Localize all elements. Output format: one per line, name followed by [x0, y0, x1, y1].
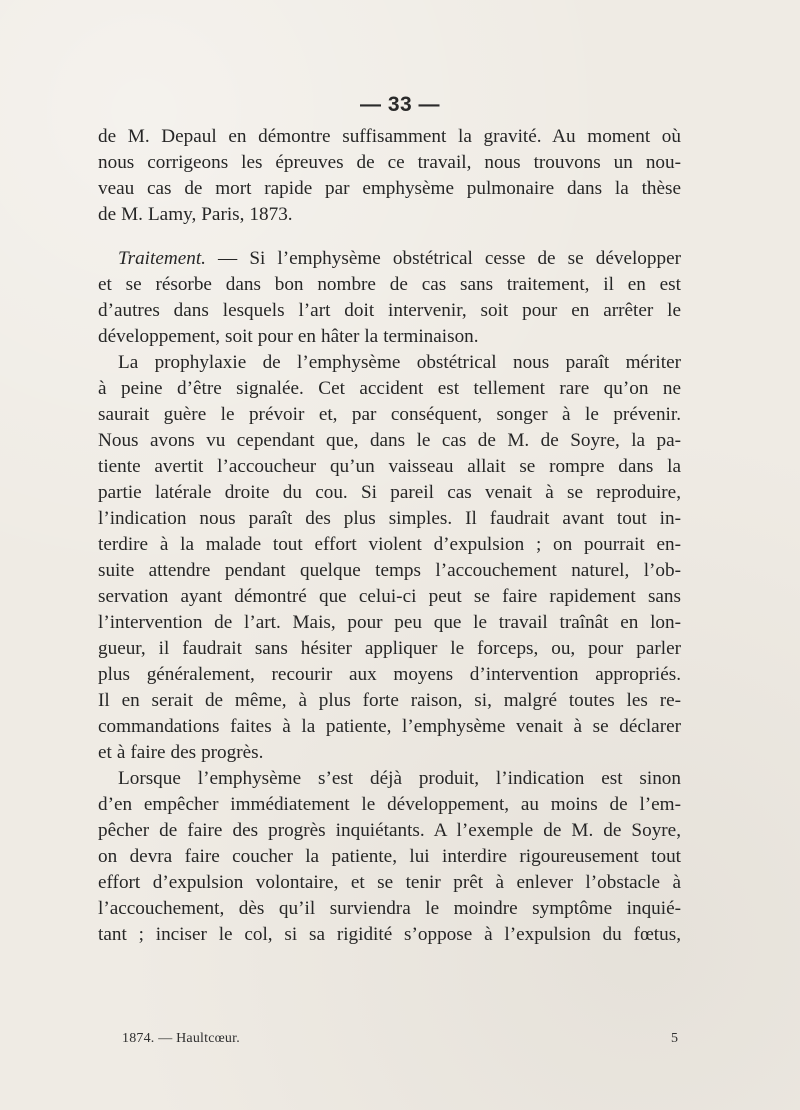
- text-line: développement, soit pour en hâter la terminaison.: [98, 326, 479, 347]
- text-line: nous corrigeons les épreuves de ce travail, nous trouvons un nou-: [98, 152, 681, 173]
- text-line: servation ayant démontré que celui-ci peut se faire rapidement sans: [98, 586, 681, 607]
- text-line-with-heading: [98, 246, 681, 272]
- text-line: Il en serait de même, à plus forte raison, si, malgré toutes les re-: [98, 690, 681, 711]
- body-text: [98, 124, 681, 948]
- text-line: tant ; inciser le col, si sa rigidité s’oppose à l’expulsion du fœtus,: [98, 924, 681, 945]
- paragraph-gap: [98, 228, 681, 246]
- page-number: — 33 —: [359, 93, 441, 116]
- text-line: tiente avertit l’accoucheur qu’un vaisseau allait se rompre dans la: [98, 456, 681, 477]
- text-line: commandations faites à la patiente, l’emphysème venait à se déclarer: [98, 716, 681, 737]
- text-line: d’en empêcher immédiatement le développement, au moins de l’em-: [98, 794, 681, 815]
- paragraph-emphysema-produced: [98, 766, 681, 948]
- text-line: l’intervention de l’art. Mais, pour peu que le travail traînât en lon-: [98, 612, 681, 633]
- paragraph-treatment: [98, 246, 681, 350]
- text-line: à peine d’être signalée. Cet accident est tellement rare qu’on ne: [98, 378, 681, 399]
- text-line: plus généralement, recourir aux moyens d’intervention appropriés.: [98, 664, 681, 685]
- text-line: l’accouchement, dès qu’il surviendra le moindre symptôme inquié-: [98, 898, 681, 919]
- text-line: on devra faire coucher la patiente, lui interdire rigoureusement tout: [98, 846, 681, 867]
- text-line: Lorsque l’emphysème s’est déjà produit, l’indication est sinon: [118, 768, 681, 789]
- text-line: d’autres dans lesquels l’art doit intervenir, soit pour en arrêter le: [98, 300, 681, 321]
- text-line: effort d’expulsion volontaire, et se tenir prêt à enlever l’obstacle à: [98, 872, 681, 893]
- text-line: de M. Depaul en démontre suffisamment la gravité. Au moment où: [98, 126, 681, 147]
- signature-mark: 5: [671, 1031, 678, 1046]
- text-line: Nous avons vu cependant que, dans le cas de M. de Soyre, la pa-: [98, 430, 681, 451]
- text-line: et à faire des progrès.: [98, 742, 264, 763]
- footer-signature: 1874. — Haultcœur.: [122, 1031, 240, 1046]
- text-line: et se résorbe dans bon nombre de cas sans traitement, il en est: [98, 274, 681, 295]
- text-line: suite attendre pendant quelque temps l’accouchement naturel, l’ob-: [98, 560, 681, 581]
- text-line: l’indication nous paraît des plus simples. Il faudrait avant tout in-: [98, 508, 681, 529]
- text-line: La prophylaxie de l’emphysème obstétrical nous paraît mériter: [118, 352, 681, 373]
- paragraph-1: [98, 124, 681, 228]
- text-line: gueur, il faudrait sans hésiter appliquer le forceps, ou, pour parler: [98, 638, 681, 659]
- text-line: — Si l’emphysème obstétrical cesse de se développer: [218, 248, 681, 269]
- text-line: de M. Lamy, Paris, 1873.: [98, 204, 293, 225]
- text-line: veau cas de mort rapide par emphysème pulmonaire dans la thèse: [98, 178, 681, 199]
- text-line: pêcher de faire des progrès inquiétants. A l’exemple de M. de Soyre,: [98, 820, 681, 841]
- paragraph-prophylaxis: [98, 350, 681, 766]
- text-line: terdire à la malade tout effort violent d’expulsion ; on pourrait en-: [98, 534, 681, 555]
- text-line: partie latérale droite du cou. Si pareil cas venait à se reproduire,: [98, 482, 681, 503]
- page-footer: [122, 1030, 678, 1048]
- text-line: saurait guère le prévoir et, par conséquent, songer à le prévenir.: [98, 404, 681, 425]
- section-heading: Traitement.: [118, 248, 206, 269]
